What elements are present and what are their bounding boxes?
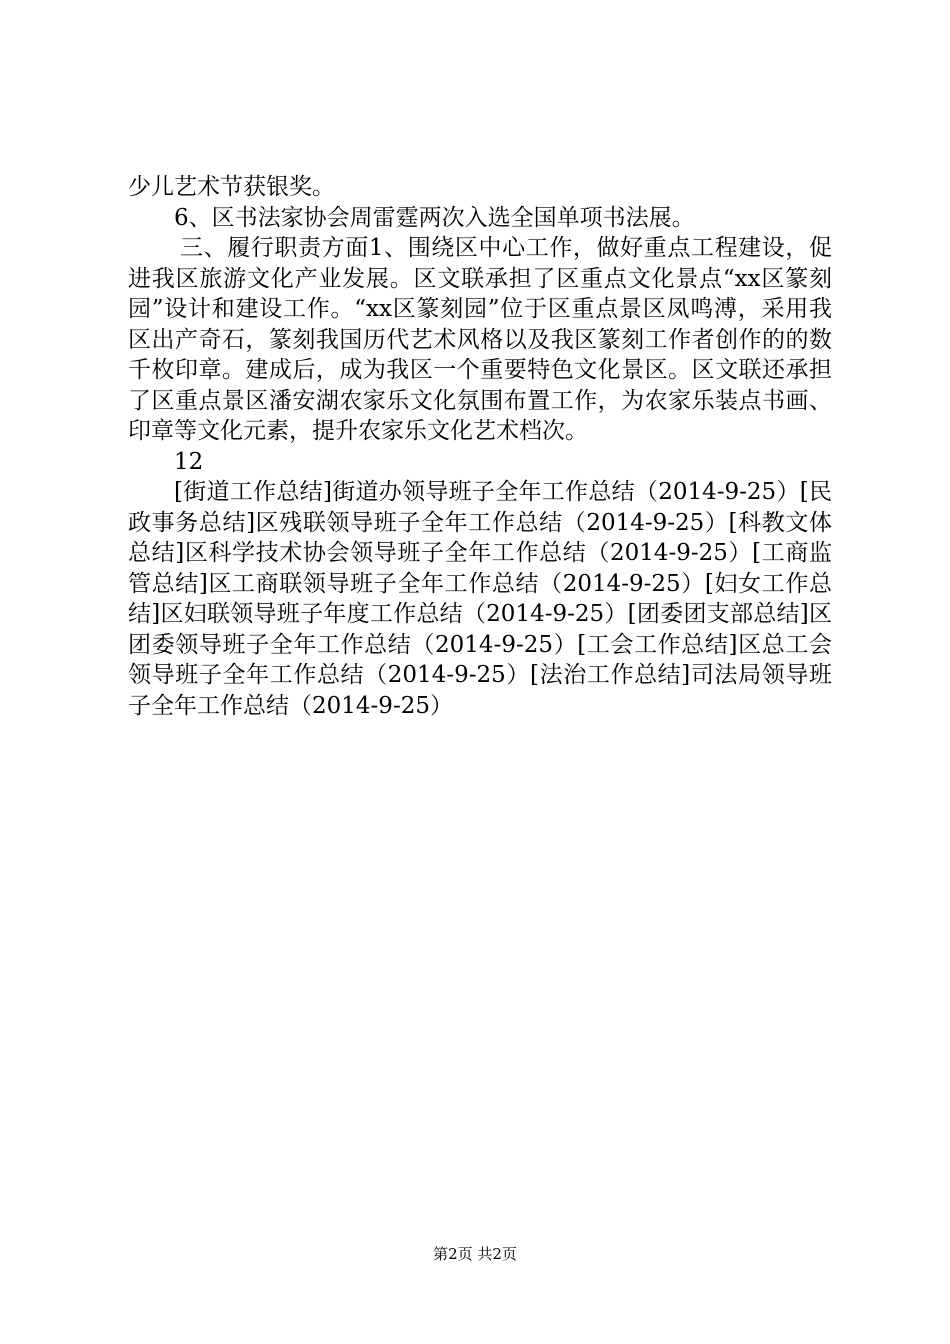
paragraph-calligraphy: 6、区书法家协会周雷霆两次入选全国单项书法展。 <box>174 204 695 231</box>
paragraph-related-summaries: [街道工作总结]街道办领导班子全年工作总结（2014-9-25）[民政事务总结]区残联领导班子全年工作总结（2014-9-25）[科教文体总结]区科学技术协会领导班子全年工作总结（2014-9-25）[工商监管总结]区工商联领导班子全年工作总结（2014-9-25）[妇女工作总结]区妇联领导班子年度工作总结（2014-9-25）[团委团支部总结]区团委领导班子全年工作总结（2014-9-25）[工会工作总结]区总工会领导班子全年工作总结（2014-9-25）[法治工作总结]司法局领导班子全年工作总结（2014-9-25） <box>128 479 832 719</box>
page-footer: 第2页 共2页 <box>433 1245 517 1263</box>
paragraph-number: 12 <box>174 448 204 475</box>
paragraph-award: 少儿艺术节获银奖。 <box>128 174 335 200</box>
document-body <box>128 172 832 721</box>
paragraph-duties: 三、履行职责方面1、围绕区中心工作，做好重点工程建设，促进我区旅游文化产业发展。区文联承担了区重点文化景点“xx区篆刻园”设计和建设工作。“xx区篆刻园”位于区重点景区凤鸣溥，采用我区出产奇石，篆刻我国历代艺术风格以及我区篆刻工作者创作的的数千枚印章。建成后，成为我区一个重要特色文化景区。区文联还承担了区重点景区潘安湖农家乐文化氛围布置工作，为农家乐装点书画、印章等文化元素，提升农家乐文化艺术档次。 <box>128 235 832 444</box>
